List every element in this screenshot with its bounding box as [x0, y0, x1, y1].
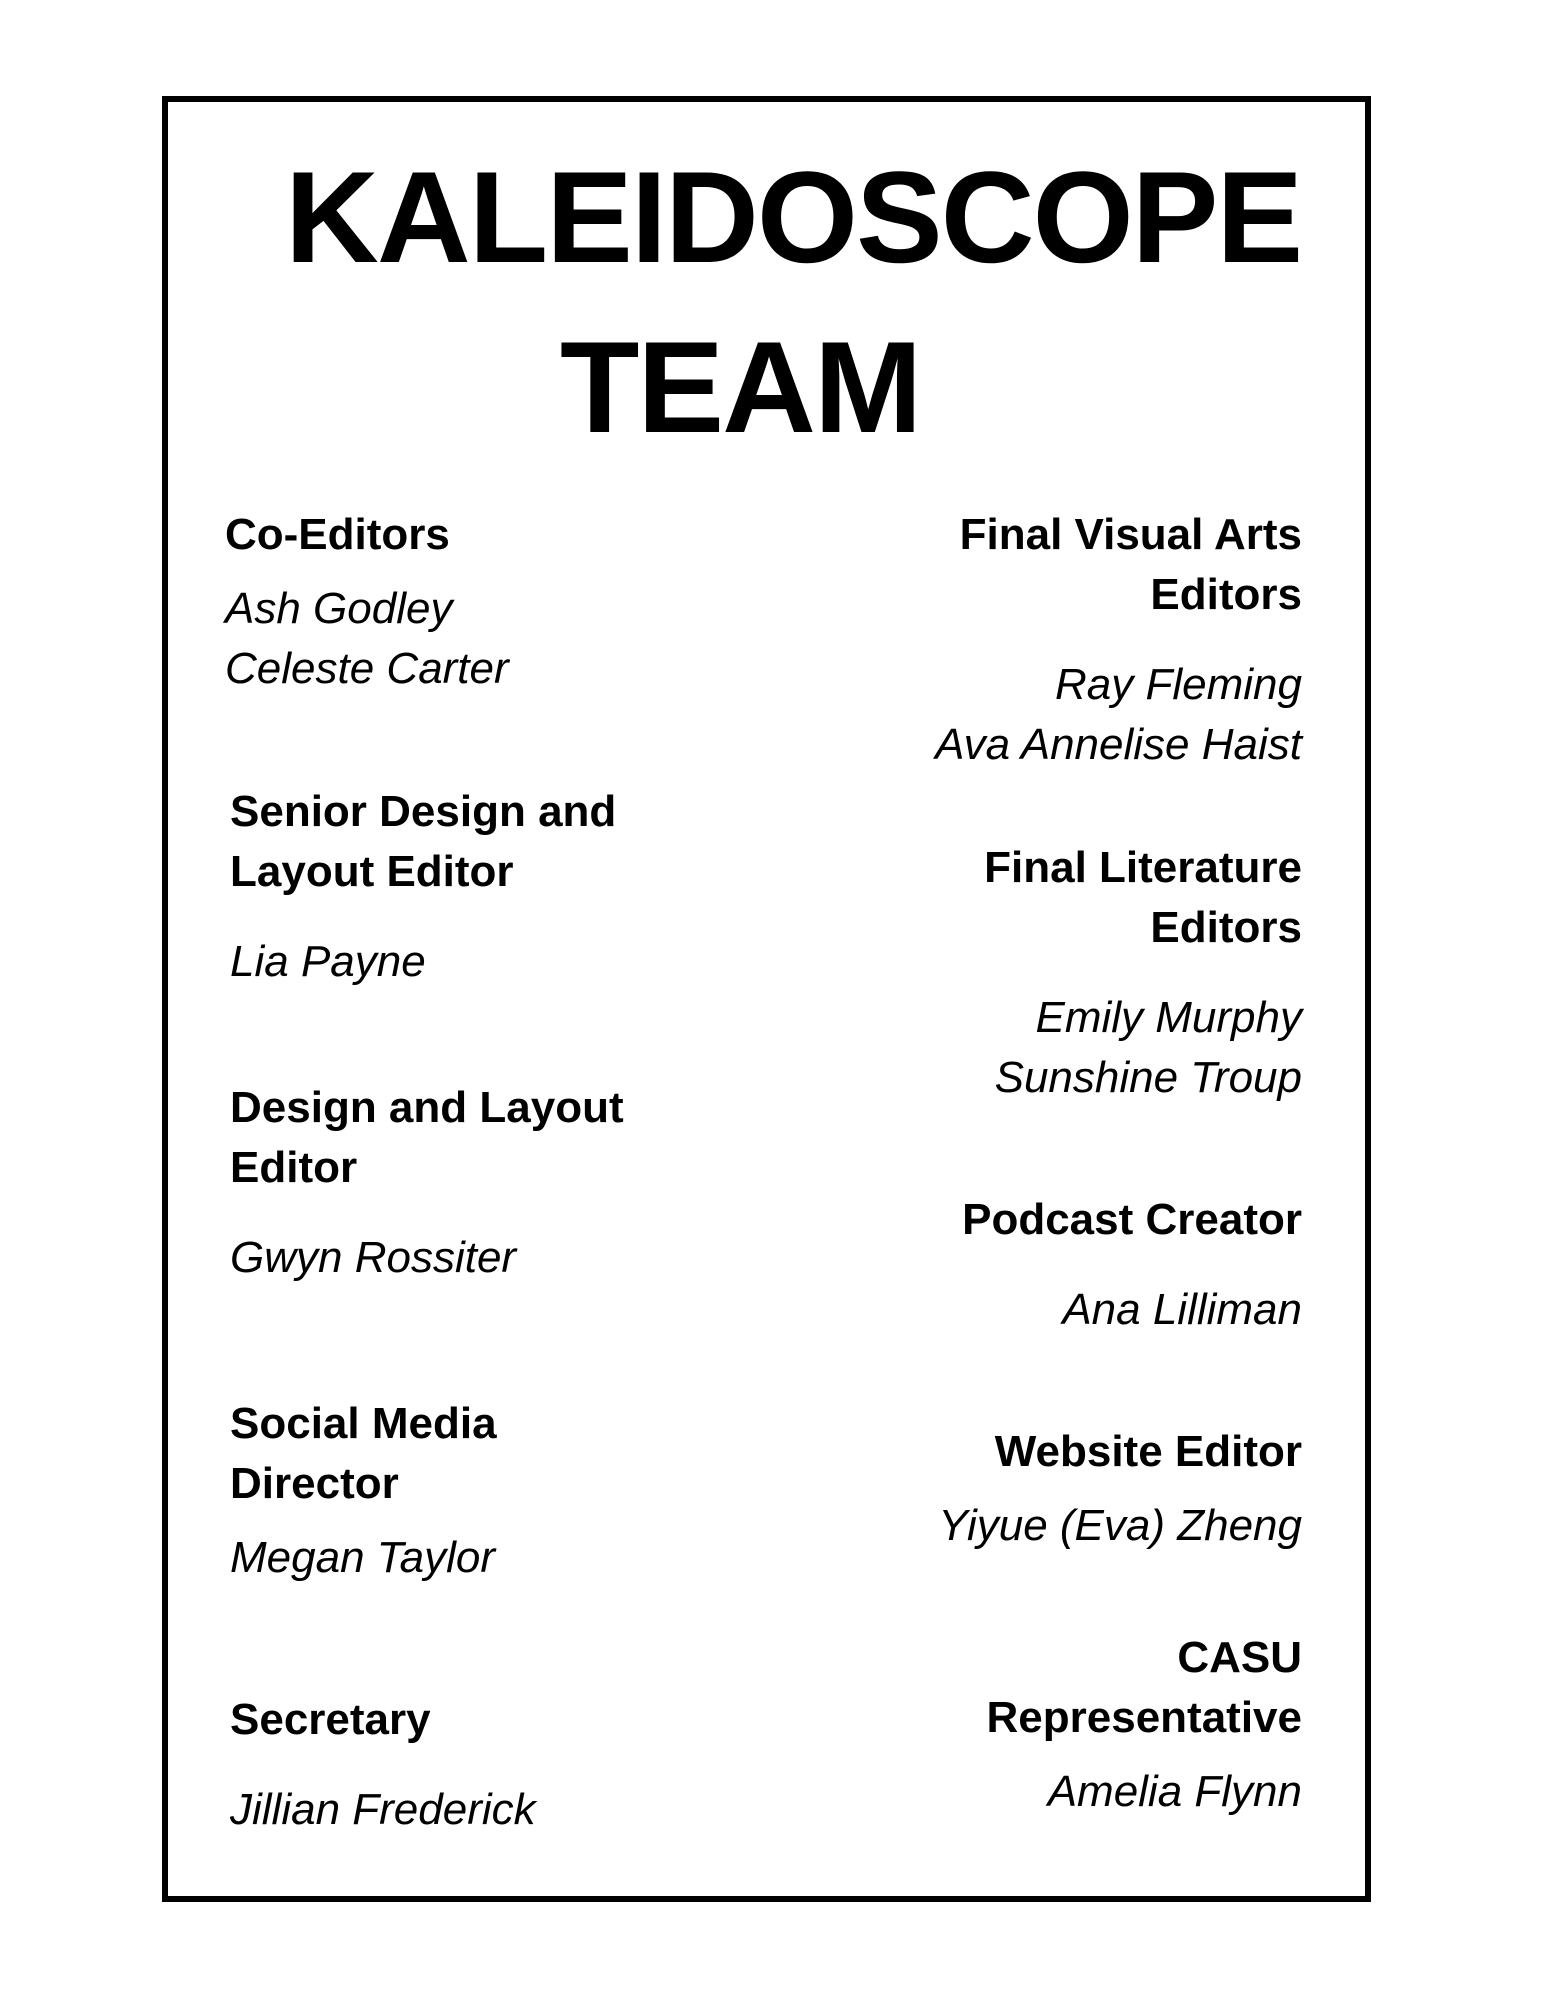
- role-title: Co-Editors: [225, 510, 450, 559]
- member-name: Jillian Frederick: [230, 1785, 536, 1834]
- team-entry-design-layout-editor: [230, 1078, 624, 1288]
- member-name: Lia Payne: [230, 937, 426, 986]
- role-title: Final Visual Arts: [959, 510, 1302, 559]
- role-title: Podcast Creator: [962, 1195, 1302, 1244]
- role-title: Senior Design and: [230, 787, 617, 836]
- member-name: Sunshine Troup: [994, 1053, 1302, 1102]
- role-title: CASU: [1177, 1633, 1302, 1682]
- member-name: Ana Lilliman: [1062, 1285, 1302, 1334]
- role-title: Director: [230, 1459, 399, 1508]
- role-title: Secretary: [230, 1695, 431, 1744]
- role-title: Social Media: [230, 1399, 497, 1448]
- team-entry-casu-representative: [987, 1628, 1302, 1822]
- role-title: Final Literature: [984, 843, 1302, 892]
- member-name: Emily Murphy: [1035, 993, 1302, 1042]
- team-entry-social-media-director: [230, 1394, 497, 1588]
- team-entry-podcast-creator: [962, 1190, 1302, 1340]
- team-entry-co-editors: [225, 505, 509, 699]
- page-title-line-2: TEAM: [560, 314, 921, 460]
- member-name: Celeste Carter: [225, 644, 509, 693]
- team-entry-secretary: [230, 1690, 536, 1840]
- role-title: Editors: [1150, 570, 1302, 619]
- member-name: Amelia Flynn: [1047, 1767, 1302, 1816]
- member-name: Yiyue (Eva) Zheng: [938, 1501, 1302, 1550]
- role-title: Layout Editor: [230, 847, 514, 896]
- team-entry-website-editor: [938, 1422, 1302, 1556]
- team-entry-final-visual-arts-editors: [935, 505, 1302, 775]
- page-title-line-1: KALEIDOSCOPE: [285, 144, 1302, 290]
- role-title: Design and Layout: [230, 1083, 624, 1132]
- member-name: Gwyn Rossiter: [230, 1233, 517, 1282]
- role-title: Editors: [1150, 903, 1302, 952]
- role-title: Website Editor: [994, 1427, 1302, 1476]
- team-entry-senior-design-layout-editor: [230, 782, 616, 992]
- role-title: Editor: [230, 1143, 358, 1192]
- role-title: Representative: [986, 1693, 1302, 1742]
- member-name: Ash Godley: [225, 584, 453, 633]
- member-name: Megan Taylor: [230, 1533, 495, 1582]
- member-name: Ava Annelise Haist: [935, 720, 1302, 769]
- team-entry-final-literature-editors: [984, 838, 1302, 1108]
- member-name: Ray Fleming: [1055, 660, 1302, 709]
